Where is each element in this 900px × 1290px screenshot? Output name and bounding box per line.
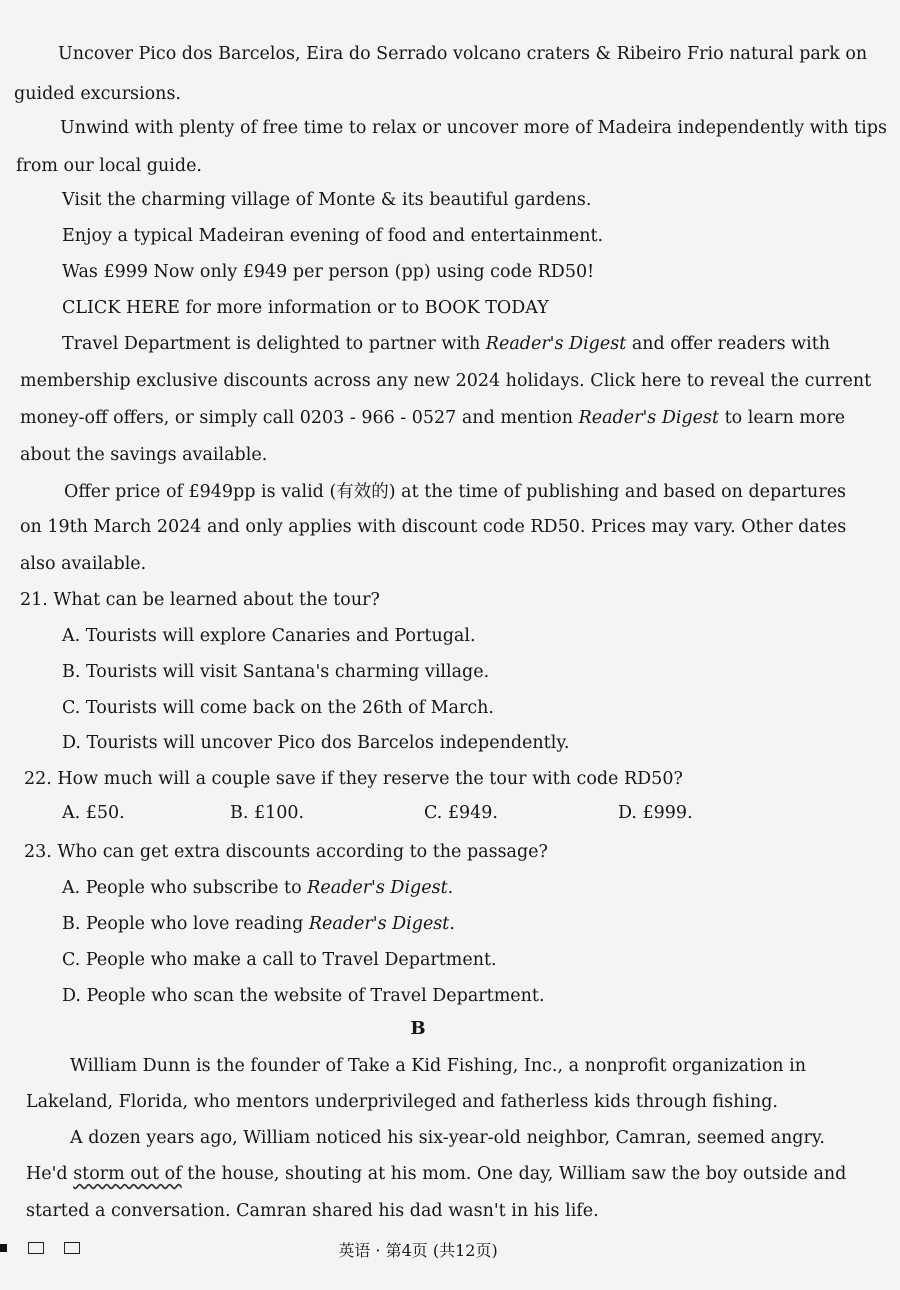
section-b-heading: B	[410, 1018, 426, 1039]
offer-para-line-2: on 19th March 2024 and only applies with discount code RD50. Prices may vary. Other dates	[20, 517, 847, 537]
passage-a-line-4: from our local guide.	[16, 156, 202, 176]
passage-a-line-7: Was £999 Now only £949 per person (pp) using code RD50!	[62, 262, 595, 282]
q23-option-b-end: .	[449, 914, 455, 934]
partner-text-a: money-off offers, or simply call 0203 - 966 - 0527 and mention	[20, 408, 579, 428]
offer-para-line-1: Offer price of £949pp is valid (有效的) at the time of publishing and based on departures	[64, 482, 847, 502]
passage-a-line-2: guided excursions.	[14, 84, 181, 104]
q21-option-a[interactable]: A. Tourists will explore Canaries and Portugal.	[62, 626, 476, 646]
partner-para-line-4: about the savings available.	[20, 445, 268, 465]
section-b-para-2-line-1: A dozen years ago, William noticed his six-year-old neighbor, Camran, seemed angry.	[70, 1128, 825, 1148]
passage-a-line-1: Uncover Pico dos Barcelos, Eira do Serrado volcano craters & Ribeiro Frio natural park on	[58, 44, 868, 64]
section-b-para-1-line-2: Lakeland, Florida, who mentors underprivileged and fatherless kids through fishing.	[26, 1092, 778, 1112]
q23-option-a[interactable]	[62, 876, 453, 900]
q23-stem: 23. Who can get extra discounts according to the passage?	[24, 842, 548, 862]
readers-digest-title: Reader's Digest	[578, 408, 720, 428]
q22-option-b[interactable]: B. £100.	[230, 803, 305, 823]
partner-text-c: to learn more	[719, 408, 846, 428]
page-footer: 英语 · 第4页 (共12页)	[338, 1241, 498, 1260]
readers-digest-title: Reader's Digest	[485, 334, 627, 354]
q21-option-c[interactable]: C. Tourists will come back on the 26th of March.	[62, 698, 494, 718]
offer-para-line-3: also available.	[20, 554, 147, 574]
readers-digest-title: Reader's Digest	[308, 914, 450, 934]
q23-option-a-text: A. People who subscribe to	[62, 878, 308, 898]
q22-option-c[interactable]: C. £949.	[424, 803, 498, 823]
passage-a-line-3: Unwind with plenty of free time to relax or uncover more of Madeira independently with tips	[60, 118, 887, 138]
q23-option-b[interactable]	[62, 912, 455, 936]
q23-option-d[interactable]: D. People who scan the website of Travel Department.	[62, 986, 545, 1006]
q21-option-d[interactable]: D. Tourists will uncover Pico dos Barcelos independently.	[62, 733, 570, 753]
q22-stem: 22. How much will a couple save if they reserve the tour with code RD50?	[24, 769, 683, 789]
q21-stem: 21. What can be learned about the tour?	[20, 590, 380, 610]
readers-digest-title: Reader's Digest	[307, 878, 448, 898]
passage-a-line-6: Enjoy a typical Madeiran evening of food and entertainment.	[62, 226, 604, 246]
q21-option-b[interactable]: B. Tourists will visit Santana's charming village.	[62, 662, 490, 682]
q23-option-c[interactable]: C. People who make a call to Travel Department.	[62, 950, 497, 970]
passage-a-line-5: Visit the charming village of Monte & its beautiful gardens.	[62, 190, 592, 210]
partner-text-c: and offer readers with	[626, 334, 831, 354]
section-b-para-2-line-2	[26, 1162, 846, 1186]
q23-option-a-end: .	[447, 878, 454, 898]
section-b-para-1-line-1: William Dunn is the founder of Take a Kid Fishing, Inc., a nonprofit organization in	[70, 1056, 806, 1076]
para-text: He'd	[26, 1164, 74, 1184]
q22-option-a[interactable]: A. £50.	[62, 803, 125, 823]
q22-option-d[interactable]: D. £999.	[618, 803, 693, 823]
underlined-phrase: storm out of	[73, 1164, 182, 1184]
partner-text-a: Travel Department is delighted to partner with	[62, 334, 486, 354]
para-text: the house, shouting at his mom. One day, William saw the boy outside and	[181, 1164, 847, 1184]
partner-para-line-3	[20, 406, 845, 430]
section-b-para-2-line-3: started a conversation. Camran shared his dad wasn't in his life.	[26, 1201, 599, 1221]
passage-a-cta-line: CLICK HERE for more information or to BOOK TODAY	[62, 298, 549, 318]
q23-option-b-text: B. People who love reading	[62, 914, 309, 934]
partner-para-line-1	[62, 332, 831, 356]
partner-para-line-2: membership exclusive discounts across any new 2024 holidays. Click here to reveal the current	[20, 371, 872, 391]
